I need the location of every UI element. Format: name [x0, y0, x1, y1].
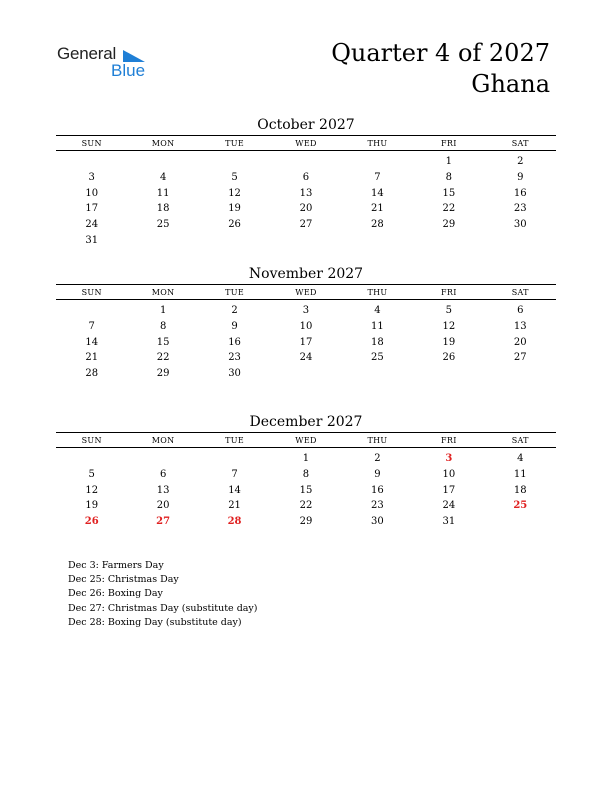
week-row — [56, 232, 556, 248]
day-cell: 18 — [371, 336, 384, 348]
day-cell: 6 — [159, 469, 167, 481]
day-cell: 24 — [442, 500, 456, 512]
weekday-label: SUN — [81, 435, 102, 445]
week-row — [56, 303, 556, 319]
holiday-day-cell: 26 — [84, 516, 99, 528]
day-cell: 28 — [371, 219, 384, 231]
weekday-label: WED — [295, 435, 317, 445]
day-cell: 4 — [374, 305, 381, 317]
week-row — [56, 217, 556, 233]
week-row — [56, 451, 556, 467]
weekday-header — [56, 135, 556, 151]
weekday-label: TUE — [225, 435, 244, 445]
day-cell: 17 — [299, 336, 313, 348]
day-cell: 15 — [156, 336, 170, 348]
day-cell: 5 — [445, 305, 453, 317]
country-title: Ghana — [471, 70, 550, 98]
day-cell: 9 — [374, 469, 381, 481]
day-cell: 8 — [159, 321, 167, 333]
week-row — [56, 154, 556, 170]
weekday-header — [56, 432, 556, 448]
day-cell: 19 — [442, 336, 456, 348]
day-cell: 4 — [517, 453, 524, 465]
week-row — [56, 319, 556, 335]
day-cell: 2 — [231, 305, 238, 317]
day-cell: 30 — [228, 368, 241, 380]
day-cell: 2 — [517, 156, 524, 168]
weekday-label: SUN — [81, 138, 102, 148]
holiday-note: Dec 27: Christmas Day (substitute day) — [68, 602, 258, 614]
logo-text-blue: Blue — [111, 61, 146, 80]
day-cell: 1 — [445, 156, 453, 168]
day-cell: 6 — [302, 172, 310, 184]
week-row — [56, 366, 556, 382]
day-cell: 29 — [299, 516, 313, 528]
day-cell: 19 — [85, 500, 99, 512]
weekday-label: MON — [151, 287, 175, 297]
weekday-label: SAT — [511, 287, 529, 297]
month-calendar — [56, 115, 556, 248]
day-cell: 10 — [299, 321, 313, 333]
weekday-label: THU — [367, 138, 388, 148]
day-cell: 20 — [299, 203, 313, 215]
day-cell: 24 — [85, 219, 99, 231]
holiday-notes — [68, 559, 258, 630]
weekday-label: THU — [367, 435, 388, 445]
day-cell: 11 — [513, 469, 527, 481]
day-cell: 9 — [231, 321, 238, 333]
day-cell: 3 — [88, 172, 95, 184]
quarter-title: Quarter 4 of 2027 — [331, 39, 550, 67]
weekday-label: SAT — [511, 435, 529, 445]
weekday-label: SUN — [81, 287, 102, 297]
day-cell: 12 — [442, 321, 456, 333]
day-cell: 11 — [371, 321, 384, 333]
day-cell: 2 — [374, 453, 381, 465]
month-title: December 2027 — [249, 414, 363, 430]
day-cell: 15 — [442, 187, 456, 199]
weekday-label: FRI — [441, 287, 457, 297]
day-cell: 18 — [156, 203, 170, 215]
week-row — [56, 482, 556, 498]
day-cell: 23 — [371, 500, 384, 512]
day-cell: 17 — [85, 203, 99, 215]
day-cell: 22 — [442, 203, 456, 215]
day-cell: 5 — [88, 469, 95, 481]
day-cell: 25 — [156, 219, 170, 231]
day-cell: 8 — [302, 469, 310, 481]
day-cell: 15 — [299, 484, 313, 496]
weekday-label: TUE — [225, 138, 244, 148]
weekday-header — [56, 284, 556, 300]
day-cell: 7 — [88, 321, 95, 333]
day-cell: 26 — [228, 219, 241, 231]
day-cell: 21 — [228, 500, 241, 512]
day-cell: 23 — [228, 352, 241, 364]
day-cell: 31 — [442, 516, 456, 528]
weekday-label: FRI — [441, 435, 457, 445]
holiday-day-cell: 27 — [156, 516, 171, 528]
day-cell: 1 — [302, 453, 310, 465]
holiday-note: Dec 26: Boxing Day — [68, 588, 163, 600]
day-cell: 26 — [442, 352, 456, 364]
week-row — [56, 201, 556, 217]
day-cell: 31 — [85, 234, 99, 246]
weekday-label: SAT — [511, 138, 529, 148]
day-cell: 13 — [156, 484, 170, 496]
day-cell: 13 — [513, 321, 527, 333]
day-cell: 29 — [156, 368, 170, 380]
month-calendar — [56, 264, 556, 381]
day-cell: 30 — [371, 516, 384, 528]
week-row — [56, 467, 556, 483]
day-cell: 21 — [371, 203, 384, 215]
day-cell: 10 — [442, 469, 456, 481]
day-cell: 17 — [442, 484, 456, 496]
day-cell: 21 — [85, 352, 99, 364]
logo-text-general: General — [57, 44, 117, 63]
day-cell: 8 — [445, 172, 453, 184]
day-cell: 12 — [85, 484, 99, 496]
weekday-label: WED — [295, 287, 317, 297]
day-cell: 9 — [517, 172, 524, 184]
day-cell: 13 — [299, 187, 313, 199]
week-row — [56, 170, 556, 186]
holiday-note: Dec 3: Farmers Day — [68, 560, 164, 571]
day-cell: 19 — [228, 203, 241, 215]
weekday-label: MON — [151, 435, 175, 445]
day-cell: 20 — [513, 336, 527, 348]
day-cell: 25 — [371, 352, 384, 364]
day-cell: 22 — [156, 352, 170, 364]
day-cell: 24 — [299, 352, 313, 364]
day-cell: 16 — [371, 484, 384, 496]
weekday-label: TUE — [225, 287, 244, 297]
day-cell: 5 — [231, 172, 238, 184]
weekday-label: WED — [295, 138, 317, 148]
week-row — [56, 498, 556, 514]
day-cell: 18 — [513, 484, 527, 496]
holiday-day-cell: 25 — [513, 500, 528, 512]
day-cell: 3 — [302, 305, 310, 317]
page-title — [331, 38, 550, 100]
day-cell: 14 — [228, 484, 241, 496]
week-row — [56, 334, 556, 350]
day-cell: 6 — [517, 305, 524, 317]
day-cell: 16 — [513, 187, 527, 199]
month-calendar — [56, 412, 556, 529]
holiday-note: Dec 28: Boxing Day (substitute day) — [68, 616, 242, 628]
day-cell: 30 — [513, 219, 527, 231]
day-cell: 11 — [156, 187, 170, 199]
weekday-label: THU — [367, 287, 388, 297]
day-cell: 20 — [156, 500, 170, 512]
day-cell: 14 — [371, 187, 384, 199]
day-cell: 4 — [159, 172, 167, 184]
holiday-day-cell: 28 — [227, 516, 242, 528]
day-cell: 27 — [513, 352, 527, 364]
month-title: October 2027 — [257, 117, 355, 133]
generalblue-logo — [57, 44, 157, 80]
week-row — [56, 514, 556, 530]
day-cell: 22 — [299, 500, 313, 512]
day-cell: 7 — [374, 172, 381, 184]
day-cell: 10 — [85, 187, 99, 199]
day-cell: 28 — [85, 368, 99, 380]
week-row — [56, 185, 556, 201]
weekday-label: FRI — [441, 138, 457, 148]
day-cell: 23 — [513, 203, 527, 215]
month-title: November 2027 — [248, 266, 364, 282]
weekday-label: MON — [151, 138, 175, 148]
day-cell: 1 — [159, 305, 167, 317]
holiday-day-cell: 3 — [445, 453, 453, 465]
week-row — [56, 350, 556, 366]
day-cell: 27 — [299, 219, 313, 231]
day-cell: 12 — [228, 187, 241, 199]
day-cell: 14 — [85, 336, 99, 348]
day-cell: 7 — [231, 469, 238, 481]
holiday-note: Dec 25: Christmas Day — [68, 574, 179, 586]
day-cell: 16 — [228, 336, 241, 348]
day-cell: 29 — [442, 219, 456, 231]
